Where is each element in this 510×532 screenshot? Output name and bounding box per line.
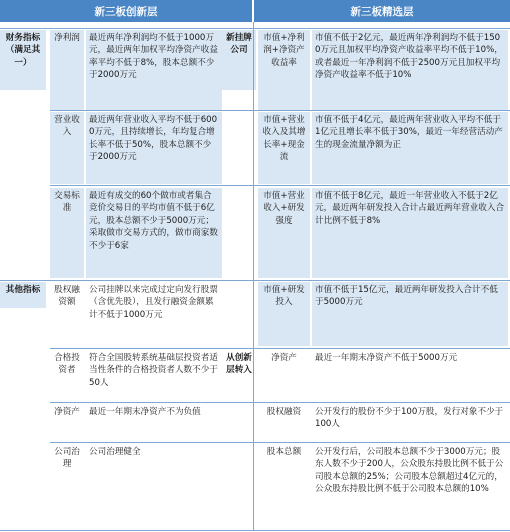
left-row-name-qualified-investors: 合格投资者 — [54, 353, 80, 376]
right-row-desc-cap-rnd-intensity: 市值不低于8亿元，最近一年营业收入不低于2亿元，最近两年研发投入合计占最近两年营业收入合计比例不低于8% — [312, 188, 508, 278]
right-row-name-cap-rnd-intensity: 市值+营业收入+研发强度 — [258, 188, 310, 278]
new-listing-label: 新挂牌公司 — [222, 30, 256, 90]
right-row-name-cap-revenue-cashflow: 市值+营业收入及其增长率+现金流 — [258, 112, 310, 184]
right-row-name-cap-profit: 市值+净利润+净资产收益率 — [258, 30, 310, 110]
right-row-name-equity-financing: 股权融资 — [266, 407, 302, 417]
right-row-name-net-assets: 净资产 — [271, 353, 297, 363]
transfer-from-innovation-label: 从创新层转入 — [226, 353, 252, 376]
left-row-desc-net-assets: 最近一年期末净资产不为负值 — [89, 407, 201, 417]
divider — [0, 530, 510, 531]
divider — [50, 110, 510, 111]
right-row-desc-cap-rnd: 市值不低于15亿元，最近两年研发投入合计不低于5000万元 — [312, 282, 508, 346]
divider — [50, 185, 510, 186]
left-row-name-equity-financing: 股权融资额 — [54, 285, 80, 308]
financial-indicators-label: 财务指标（满足其一） — [0, 30, 46, 90]
left-row-name-revenue: 营业收入 — [50, 112, 84, 184]
divider — [50, 442, 510, 443]
left-row-name-net-assets: 净资产 — [54, 407, 80, 417]
header-select-tier: 新三板精选层 — [254, 0, 510, 22]
right-row-desc-net-assets: 最近一年期末净资产不低于5000万元 — [315, 353, 458, 363]
right-row-desc-cap-revenue-cashflow: 市值不低于4亿元，最近两年营业收入平均不低于1亿元且增长率不低于30%，最近一年经营活动产生的现金流量净额为正 — [312, 112, 508, 184]
divider — [50, 402, 510, 403]
divider — [50, 348, 510, 349]
header-innovation-tier: 新三板创新层 — [0, 0, 252, 22]
center-divider — [253, 22, 254, 530]
right-row-desc-equity-financing: 公开发行的股份不少于100万股，发行对象不少于100人 — [315, 407, 504, 430]
right-row-desc-share-capital: 公开发行后，公司股本总额不少于3000万元；股东人数不少于200人，公众股东持股比例不低于公司股本总额的25%；公司股本总额超过4亿元的，公众股东持股比例不低于公司股本总额的10% — [315, 447, 504, 495]
divider — [0, 280, 510, 281]
left-row-desc-trading: 最近有成交的60个做市或者集合竞价交易日的平均市值不低于6亿元，股本总额不少于5000万元；采取做市交易方式的，做市商家数不少于6家 — [86, 188, 222, 278]
right-row-desc-cap-profit: 市值不低于2亿元，最近两年净利润均不低于1500万元且加权平均净资产收益率平均不低于10%，或者最近一年净利润不低于2500万元且加权平均净资产收益率不低于10% — [312, 30, 508, 110]
left-row-desc-revenue: 最近两年营业收入平均不低于6000万元，且持续增长，年均复合增长率不低于50%，股本总额不少于2000万元 — [86, 112, 222, 184]
left-row-desc-net-profit: 最近两年净利润均不低于1000万元，最近两年加权平均净资产收益率平均不低于8%，股本总额不少于2000万元 — [86, 30, 222, 110]
left-row-desc-equity-financing: 公司挂牌以来完成过定向发行股票（含优先股），且发行融资金额累计不低于1000万元 — [89, 285, 218, 320]
left-row-desc-qualified-investors: 符合全国股转系统基础层投资者适当性条件的合格投资者人数不少于50人 — [89, 353, 218, 388]
right-row-name-share-capital: 股本总额 — [266, 447, 302, 457]
left-row-name-net-profit: 净利润 — [50, 30, 84, 110]
left-row-name-governance: 公司治理 — [54, 447, 80, 470]
left-row-desc-governance: 公司治理健全 — [89, 447, 141, 457]
divider — [0, 28, 510, 29]
right-row-name-cap-rnd: 市值+研发投入 — [258, 282, 310, 346]
other-indicators-label: 其他指标 — [0, 282, 46, 308]
left-row-name-trading: 交易标准 — [50, 188, 84, 278]
